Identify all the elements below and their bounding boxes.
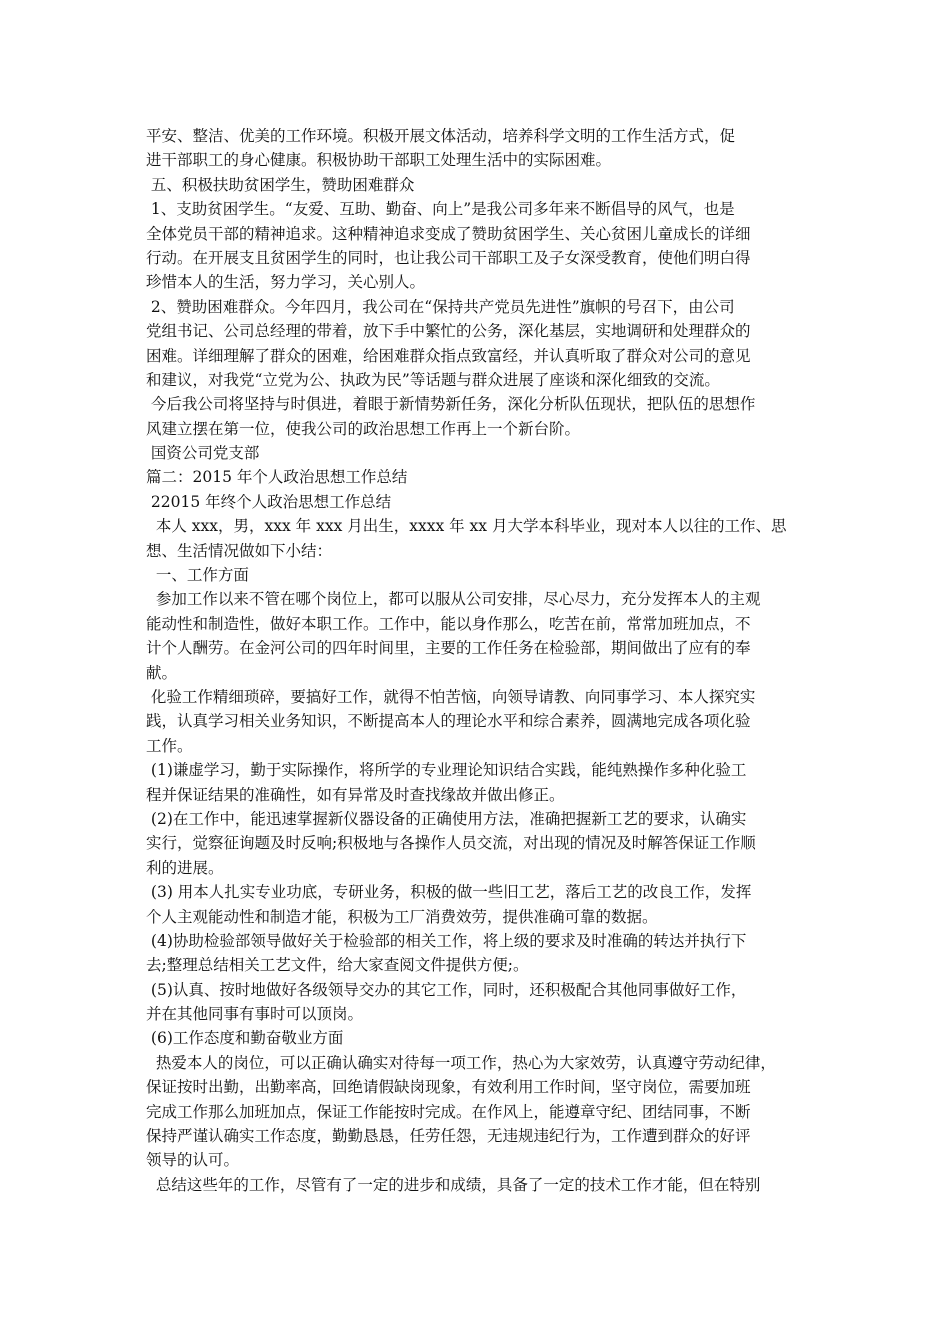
text-line: 献。 [146, 663, 178, 682]
text-line: 和建议，对我党“立党为公、执政为民”等话题与群众进展了座谈和深化细致的交流。 [146, 370, 720, 389]
text-line: 能动性和制造性，做好本职工作。工作中，能以身作那么，吃苦在前，常常加班加点，不 [146, 614, 751, 633]
text-line: 工作。 [146, 736, 193, 755]
text-line: 五、积极扶助贫困学生，赞助困难群众 [146, 175, 415, 194]
text-line: (3) 用本人扎实专业功底，专研业务，积极的做一些旧工艺，落后工艺的改良工作，发挥 [146, 883, 752, 902]
text-line: 利的进展。 [146, 858, 224, 877]
text-line: 22015 年终个人政治思想工作总结 [146, 492, 392, 511]
text-line: 本人 xxx，男，xxx 年 xxx 月出生，xxxx 年 xx 月大学本科毕业，现对本人以往的工作、思 [146, 517, 787, 536]
text-line: (5)认真、按时地做好各级领导交办的其它工作，同时，还积极配合其他同事做好工作， [146, 980, 747, 999]
text-line: 去;整理总结相关工艺文件，给大家查阅文件提供方便;。 [146, 956, 529, 975]
text-line: 2、赞助困难群众。今年四月，我公司在“保持共产党员先进性”旗帜的号召下，由公司 [146, 297, 735, 316]
text-line: 个人主观能动性和制造才能，积极为工厂消费效劳，提供准确可靠的数据。 [146, 907, 658, 926]
text-line: 行动。在开展支且贫困学生的同时，也让我公司干部职工及子女深受教育，使他们明白得 [146, 248, 751, 267]
text-line: (2)在工作中，能迅速掌握新仪器设备的正确使用方法，准确把握新工艺的要求，认确实 [146, 809, 747, 828]
text-line: 热爱本人的岗位，可以正确认确实对待每一项工作，热心为大家效劳，认真遵守劳动纪律， [146, 1053, 776, 1072]
text-line: 全体党员干部的精神追求。这种精神追求变成了赞助贫困学生、关心贫困儿童成长的详细 [146, 224, 751, 243]
text-line: (6)工作态度和勤奋敬业方面 [146, 1029, 344, 1048]
text-line: 领导的认可。 [146, 1151, 240, 1170]
text-line: 完成工作那么加班加点，保证工作能按时完成。在作风上，能遵章守纪、团结同事，不断 [146, 1102, 751, 1121]
text-line: 今后我公司将坚持与时俱进，着眼于新情势新任务，深化分析队伍现状，把队伍的思想作 [146, 395, 756, 414]
text-line: 保证按时出勤，出勤率高，回绝请假缺岗现象，有效利用工作时间，坚守岗位，需要加班 [146, 1078, 751, 1097]
text-line: 困难。详细理解了群众的困难，给困难群众指点致富经，并认真听取了群众对公司的意见 [146, 346, 751, 365]
text-line: 总结这些年的工作，尽管有了一定的进步和成绩，具备了一定的技术工作才能，但在特别 [146, 1175, 761, 1194]
text-line: 化验工作精细琐碎，要搞好工作，就得不怕苦恼，向领导请教、向同事学习、本人探究实 [146, 687, 756, 706]
text-line: 想、生活情况做如下小结： [146, 541, 333, 560]
text-line: 参加工作以来不管在哪个岗位上，都可以服从公司安排，尽心尽力，充分发挥本人的主观 [146, 590, 761, 609]
text-line: 并在其他同事有事时可以顶岗。 [146, 1005, 364, 1024]
text-line: 实行，觉察征询题及时反响;积极地与各操作人员交流，对出现的情况及时解答保证工作顺 [146, 834, 756, 853]
text-line: 党组书记、公司总经理的带着，放下手中繁忙的公务，深化基层，实地调研和处理群众的 [146, 322, 751, 341]
text-line: 平安、整洁、优美的工作环境。积极开展文体活动，培养科学文明的工作生活方式，促 [146, 127, 736, 145]
text-line: 风建立摆在第一位，使我公司的政治思想工作再上一个新台阶。 [146, 419, 581, 438]
text-line: 国资公司党支部 [146, 444, 260, 463]
text-line: (4)协助检验部领导做好关于检验部的相关工作，将上级的要求及时准确的转达并执行下 [146, 931, 747, 950]
text-line: 进干部职工的身心健康。积极协助干部职工处理生活中的实际困难。 [146, 151, 612, 170]
text-line: 珍惜本人的生活，努力学习，关心别人。 [146, 273, 426, 292]
text-line: 计个人酬劳。在金河公司的四年时间里，主要的工作任务在检验部，期间做出了应有的奉 [146, 639, 751, 658]
text-line: 1、支助贫困学生。“友爱、互助、勤奋、向上”是我公司多年来不断倡导的风气，也是 [146, 200, 735, 219]
text-line: 篇二：2015 年个人政治思想工作总结 [146, 468, 408, 487]
text-line: 保持严谨认确实工作态度，勤勤恳恳，任劳任怨，无违规违纪行为，工作遭到群众的好评 [146, 1127, 751, 1146]
text-line: 践，认真学习相关业务知识，不断提高本人的理论水平和综合素养，圆满地完成各项化验 [146, 712, 751, 731]
document-body [146, 124, 814, 1197]
text-line: 一、工作方面 [146, 566, 249, 585]
text-line: 程并保证结果的准确性，如有异常及时查找缘故并做出修正。 [146, 785, 565, 804]
text-line: (1)谦虚学习，勤于实际操作，将所学的专业理论知识结合实践，能纯熟操作多种化验工 [146, 761, 747, 780]
